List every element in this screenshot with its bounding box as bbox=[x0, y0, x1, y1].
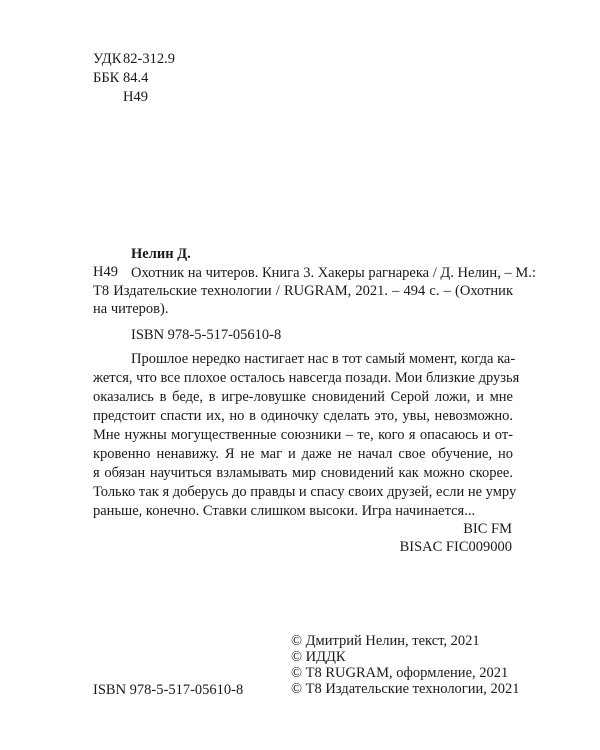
author-heading: Нелин Д. bbox=[131, 246, 191, 262]
isbn-main: ISBN 978-5-517-05610-8 bbox=[131, 327, 282, 343]
udk-value: 82-312.9 bbox=[123, 51, 175, 67]
bib-line: Т8 Издательские технологии / RUGRAM, 2021. – 494 с. – (Охотник bbox=[93, 283, 513, 299]
annotation-line: Только так я доберусь до правды и спасу своих друзей, если не умру bbox=[93, 484, 517, 500]
bbk-label: ББК bbox=[93, 70, 120, 86]
annotation-line: раньше, конечно. Ставки слишком высоки. Игра начинается... bbox=[93, 503, 476, 519]
copyright-line: © Дмитрий Нелин, текст, 2021 bbox=[291, 633, 480, 649]
bic-code: BIC FM bbox=[463, 521, 512, 537]
annotation-line: предстоит спасти их, но в одиночку сделать это, увы, невозможно. bbox=[93, 408, 513, 424]
udk-label: УДК bbox=[93, 51, 122, 67]
bib-author-mark: Н49 bbox=[93, 264, 118, 280]
copyright-line: © ИДДК bbox=[291, 649, 346, 665]
bisac-code: BISAC FIC009000 bbox=[399, 539, 512, 555]
annotation-line: жется, что все плохое осталось навсегда позади. Мои близкие друзья bbox=[93, 370, 520, 386]
bbk-value: 84.4 bbox=[123, 70, 149, 86]
bib-line: Охотник на читеров. Книга 3. Хакеры рагнарека / Д. Нелин, – М.: bbox=[131, 265, 536, 281]
author-mark: Н49 bbox=[123, 89, 148, 105]
annotation-line: я обязан научиться взламывать мир сновидений как можно скорее. bbox=[93, 465, 513, 481]
bbk-row bbox=[93, 69, 175, 88]
author-mark-row bbox=[93, 88, 175, 107]
classification-codes bbox=[93, 50, 175, 107]
annotation-line: Мне нужны могущественные союзники – те, кого я опасаюсь и от- bbox=[93, 427, 513, 443]
udk-row bbox=[93, 50, 175, 69]
annotation-line: кровенно ненавижу. Я не маг и даже не начал свое обучение, но bbox=[93, 446, 513, 462]
copyright-line: © Т8 Издательские технологии, 2021 bbox=[291, 681, 520, 697]
annotation-line: оказались в беде, в игре-ловушке сновидений Серой ложи, и мне bbox=[93, 389, 513, 405]
bib-line: на читеров). bbox=[93, 301, 169, 317]
copyright-line: © Т8 RUGRAM, оформление, 2021 bbox=[291, 665, 509, 681]
subject-codes bbox=[400, 520, 512, 556]
annotation-line: Прошлое нередко настигает нас в тот самый момент, когда ка- bbox=[131, 351, 516, 367]
copyright-block bbox=[291, 633, 520, 697]
isbn-bottom: ISBN 978-5-517-05610-8 bbox=[93, 682, 244, 698]
